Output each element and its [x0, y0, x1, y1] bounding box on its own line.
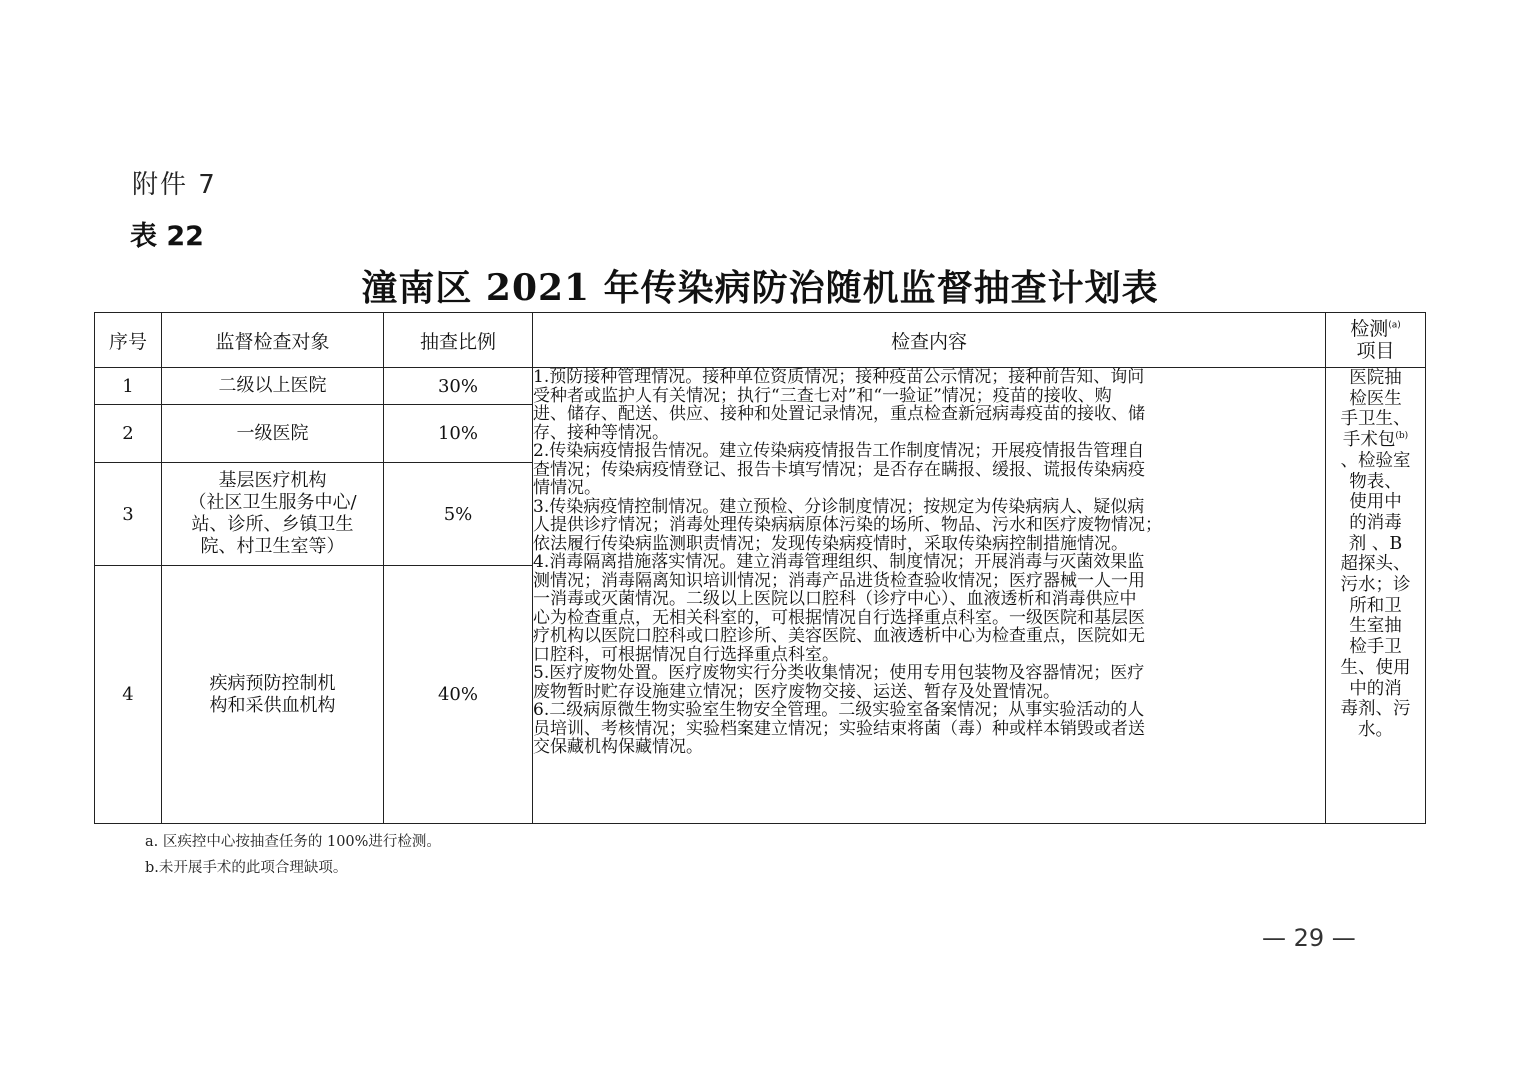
content-line: 6.二级病原微生物实验室生物安全管理。二级实验室备案情况；从事实验活动的人 — [533, 700, 1145, 720]
content-line: 员培训、考核情况；实验档案建立情况；实验结束将菌（毒）种或样本销毁或者送 — [533, 718, 1145, 739]
test-line: 使用中 — [1349, 492, 1402, 513]
row-target-line: （社区卫生服务中心/ — [188, 492, 357, 513]
test-line: 生、使用 — [1340, 657, 1411, 678]
row-ratio: 5% — [384, 463, 533, 566]
test-line: 检医生 — [1349, 388, 1402, 409]
test-line: 手卫生、 — [1340, 409, 1411, 430]
content-line: 情情况。 — [533, 478, 601, 498]
inspection-plan-table — [94, 312, 1426, 824]
footnote-mark-b: (b) — [1395, 431, 1409, 442]
row-target-line: 站、诊所、乡镇卫生 — [191, 514, 354, 535]
footnote-a: a. 区疾控中心按抽查任务的 100%进行检测。 — [145, 834, 441, 850]
row-target-line: 构和采供血机构 — [209, 694, 336, 716]
row-ratio: 10% — [384, 405, 533, 463]
header-content: 检查内容 — [533, 313, 1326, 368]
test-line: 剂 、B — [1348, 533, 1403, 554]
table-number: 表 22 — [130, 221, 204, 252]
row-target-line: 基层医疗机构 — [218, 470, 327, 491]
inspection-content — [533, 368, 1326, 824]
test-line: 所和卫 — [1349, 595, 1402, 616]
header-no: 序号 — [95, 313, 162, 368]
footnote-b: b.未开展手术的此项合理缺项。 — [145, 860, 348, 876]
page-number: — 29 — — [1262, 924, 1356, 952]
content-line: 受种者或监护人有关情况；执行“三查七对”和“一验证”情况；疫苗的接收、购 — [533, 385, 1112, 406]
content-line: 5.医疗废物处置。医疗废物实行分类收集情况；使用专用包装物及容器情况；医疗 — [533, 663, 1145, 683]
test-line: 的消毒 — [1349, 512, 1402, 533]
row-target-line: 一级医院 — [236, 422, 309, 444]
header-test-line1: 检测 — [1350, 318, 1389, 340]
header-test-line2: 项目 — [1356, 340, 1395, 362]
content-line: 存、接种等情况。 — [533, 422, 669, 443]
test-line: 、检验室 — [1340, 450, 1411, 471]
test-line: 检手卫 — [1349, 637, 1402, 658]
row-no: 3 — [95, 463, 162, 566]
row-target-line: 院、村卫生室等） — [200, 536, 345, 557]
header-ratio: 抽查比例 — [384, 313, 533, 368]
row-target — [162, 405, 384, 463]
content-line: 依法履行传染病监测职责情况；发现传染病疫情时，采取传染病控制措施情况。 — [533, 533, 1128, 554]
row-target — [162, 368, 384, 405]
test-items — [1326, 368, 1426, 824]
header-row — [95, 313, 1426, 368]
test-line: 生室抽 — [1349, 616, 1402, 637]
row-target — [162, 566, 384, 824]
row-ratio: 30% — [384, 368, 533, 405]
content-line: 疗机构以医院口腔科或口腔诊所、美容医院、血液透析中心为检查重点，医院如无 — [533, 626, 1145, 646]
header-test — [1326, 313, 1426, 368]
test-line: 超探头、 — [1340, 554, 1411, 575]
table-row — [95, 368, 1426, 405]
test-line: 手术包 — [1342, 430, 1396, 451]
header-target: 监督检查对象 — [162, 313, 384, 368]
row-no: 2 — [95, 405, 162, 463]
test-line: 医院抽 — [1349, 368, 1402, 388]
content-line: 3.传染病疫情控制情况。建立预检、分诊制度情况；按规定为传染病病人、疑似病 — [533, 496, 1145, 517]
content-line: 4.消毒隔离措施落实情况。建立消毒管理组织、制度情况；开展消毒与灭菌效果监 — [533, 552, 1145, 572]
row-ratio: 40% — [384, 566, 533, 824]
footnote-mark-a: (a) — [1388, 320, 1401, 331]
content-line: 人提供诊疗情况；消毒处理传染病病原体污染的场所、物品、污水和医疗废物情况； — [533, 515, 1162, 535]
test-line: 中的消 — [1349, 678, 1402, 699]
content-line: 1.预防接种管理情况。接种单位资质情况；接种疫苗公示情况；接种前告知、询问 — [533, 367, 1145, 387]
row-target-line: 二级以上医院 — [218, 375, 327, 396]
content-line: 口腔科，可根据情况自行选择重点科室。 — [533, 644, 839, 665]
test-line: 物表、 — [1349, 471, 1402, 492]
row-target-line: 疾病预防控制机 — [209, 672, 336, 694]
row-target — [162, 463, 384, 566]
content-line: 测情况；消毒隔离知识培训情况；消毒产品进货检查验收情况；医疗器械一人一用 — [533, 570, 1145, 591]
row-no: 4 — [95, 566, 162, 824]
content-line: 查情况；传染病疫情登记、报告卡填写情况；是否存在瞒报、缓报、谎报传染病疫 — [533, 459, 1145, 480]
content-line: 心为检查重点，无相关科室的，可根据情况自行选择重点科室。一级医院和基层医 — [533, 607, 1145, 628]
content-line: 交保藏机构保藏情况。 — [533, 737, 703, 757]
test-line: 毒剂、污 — [1340, 699, 1411, 720]
content-line: 废物暂时贮存设施建立情况；医疗废物交接、运送、暂存及处置情况。 — [533, 681, 1060, 702]
content-line: 2.传染病疫情报告情况。建立传染病疫情报告工作制度情况；开展疫情报告管理自 — [533, 441, 1145, 461]
page-title: 潼南区 2021 年传染病防治随机监督抽查计划表 — [361, 267, 1159, 309]
row-no: 1 — [95, 368, 162, 405]
content-line: 进、储存、配送、供应、接种和处置记录情况，重点检查新冠病毒疫苗的接收、储 — [533, 404, 1145, 424]
attachment-label: 附件 7 — [132, 170, 217, 200]
content-line: 一消毒或灭菌情况。二级以上医院以口腔科（诊疗中心）、血液透析和消毒供应中 — [533, 589, 1137, 609]
test-line: 水。 — [1358, 719, 1393, 740]
test-line: 污水；诊 — [1340, 575, 1411, 596]
